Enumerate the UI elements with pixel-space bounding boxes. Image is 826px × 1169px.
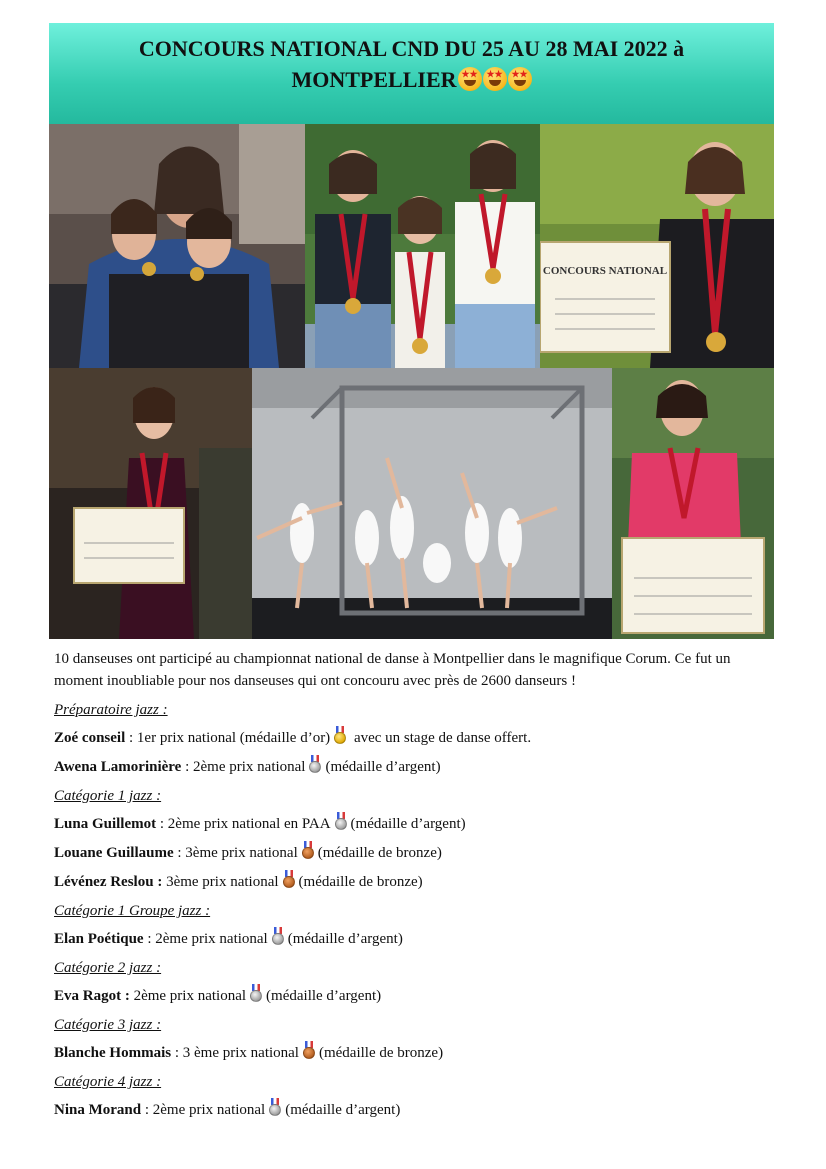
photo-girl-pink-certificate — [612, 368, 774, 639]
bronze-medal-icon — [301, 841, 315, 861]
result-row — [54, 870, 774, 893]
separator: : — [125, 730, 137, 746]
page-title — [49, 33, 774, 95]
photo-girl-certificate-black-jacket — [540, 124, 774, 368]
result-row — [54, 812, 774, 835]
prize-text: 2ème prix national — [152, 1102, 266, 1118]
category-heading: Catégorie 3 jazz : — [54, 1017, 162, 1033]
photo-dancer-burgundy-certificate — [49, 368, 252, 639]
separator: : — [181, 759, 194, 775]
photo-three-girls-medals — [305, 124, 540, 368]
category-heading: Catégorie 2 jazz : — [54, 960, 162, 976]
dancer-name: Eva Ragot : — [54, 988, 130, 1004]
medal-text: (médaille d’argent) — [287, 931, 403, 947]
medal-text: (médaille de bronze) — [318, 1045, 444, 1061]
silver-medal-icon — [308, 755, 322, 775]
category-heading: Catégorie 1 Groupe jazz : — [54, 903, 211, 919]
prize-text: 2ème prix national — [193, 759, 306, 775]
silver-medal-icon — [334, 812, 348, 832]
dancer-name: Zoé conseil — [54, 730, 126, 746]
result-row — [54, 927, 774, 950]
prize-text: 3ème prix national — [185, 845, 298, 861]
dancer-name: Luna Guillemot — [54, 816, 157, 832]
dancer-name: Awena Lamorinière — [54, 759, 182, 775]
dancer-name: Elan Poétique — [54, 931, 144, 947]
medal-text: (médaille de bronze) — [298, 874, 423, 890]
results-text — [54, 648, 774, 1121]
star-struck-emoji-icon — [458, 67, 482, 91]
prize-text: 2ème prix national en PAA — [167, 816, 331, 832]
medal-text: (médaille d’argent) — [285, 1102, 401, 1118]
medal-text: avec un stage de danse offert. — [350, 730, 532, 746]
prize-text: 1er prix national (médaille d’or) — [136, 730, 331, 746]
dancer-name: Louane Guillaume — [54, 845, 174, 861]
prize-text: 3 ème prix national — [182, 1045, 299, 1061]
photo-group-dance-stage — [252, 368, 612, 639]
result-row — [54, 841, 774, 864]
medal-text: (médaille d’argent) — [266, 988, 382, 1004]
title-line-1: CONCOURS NATIONAL CND DU 25 AU 28 MAI 2022 à — [138, 36, 685, 61]
result-row — [54, 726, 774, 749]
result-row — [54, 1041, 774, 1064]
category-heading: Catégorie 4 jazz : — [54, 1074, 162, 1090]
category-heading: Préparatoire jazz : — [54, 702, 168, 718]
prize-text: 2ème prix national — [155, 931, 268, 947]
medal-text: (médaille d’argent) — [325, 759, 441, 775]
medal-text: (médaille de bronze) — [317, 845, 442, 861]
separator: : — [156, 816, 168, 832]
dancer-name: Blanche Hommais — [54, 1045, 172, 1061]
dancer-name: Lévénez Reslou : — [54, 874, 163, 890]
bronze-medal-icon — [302, 1041, 316, 1061]
bronze-medal-icon — [282, 870, 296, 890]
separator: : — [173, 845, 186, 861]
prize-text: 3ème prix national — [166, 874, 279, 890]
certificate-title: CONCOURS NATIONAL — [542, 265, 668, 277]
silver-medal-icon — [271, 927, 285, 947]
star-struck-emoji-icon — [483, 67, 507, 91]
gold-medal-icon — [333, 726, 347, 746]
silver-medal-icon — [249, 984, 263, 1004]
prize-text: 2ème prix national — [133, 988, 247, 1004]
separator: : — [143, 931, 156, 947]
title-banner — [49, 23, 774, 124]
result-row — [54, 755, 774, 778]
silver-medal-icon — [268, 1098, 282, 1118]
separator: : — [141, 1102, 153, 1118]
star-struck-emoji-icon — [508, 67, 532, 91]
photo-collage — [49, 124, 774, 639]
result-row — [54, 1098, 774, 1121]
separator: : — [171, 1045, 183, 1061]
medal-text: (médaille d’argent) — [350, 816, 466, 832]
title-line-2: MONTPELLIER — [291, 67, 457, 92]
dancer-name: Nina Morand — [54, 1102, 142, 1118]
result-row — [54, 984, 774, 1007]
photo-teacher-hug — [49, 124, 305, 368]
intro-paragraph: 10 danseuses ont participé au championnat national de danse à Montpellier dans le magnifique Corum. Ce fut un moment inoubliable pour nos danseuses qui ont concouru avec près de 2600 danseurs ! — [54, 651, 731, 689]
category-heading: Catégorie 1 jazz : — [54, 788, 162, 804]
